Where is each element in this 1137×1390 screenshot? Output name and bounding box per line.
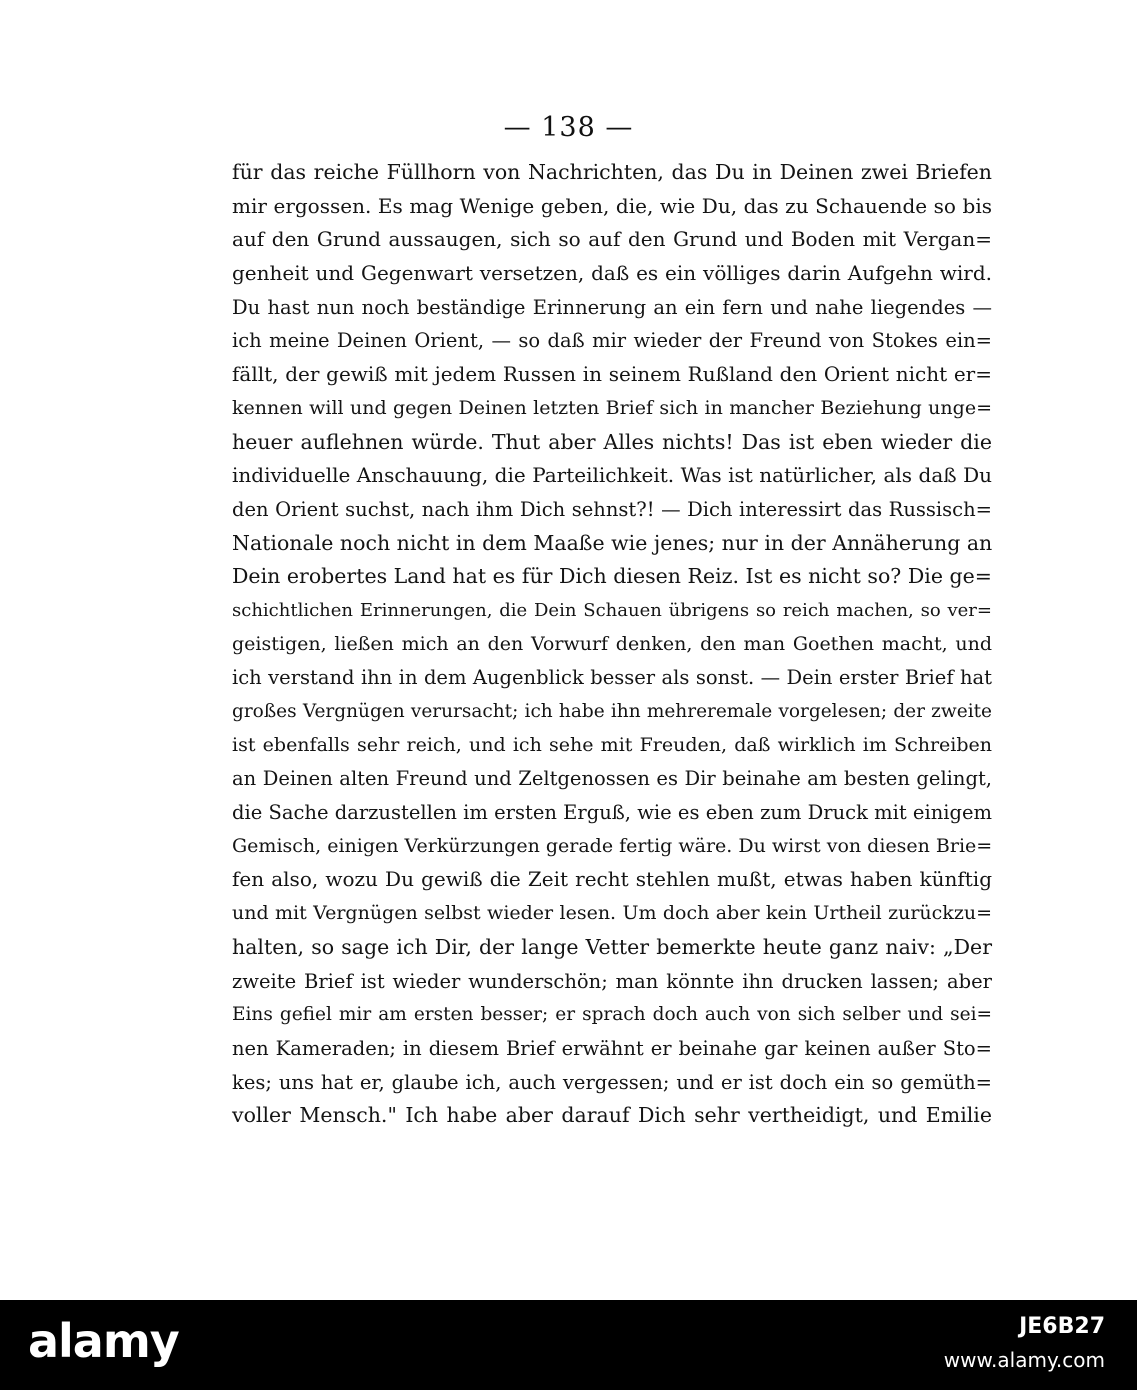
text-line: halten, so sage ich Dir, der lange Vetter bemerkte heute ganz naiv: „Der [232,934,992,959]
text-line: ich meine Deinen Orient, — so daß mir wieder der Freund von Stokes ein= [232,329,992,353]
brand-logo: alamy [28,1314,179,1368]
text-line: ist ebenfalls sehr reich, und ich sehe mit Freuden, daß wirklich im Schreiben [232,733,992,756]
text-line: geistigen, ließen mich an den Vorwurf denken, den man Goethen macht, und [232,632,992,655]
text-line: an Deinen alten Freund und Zeltgenossen es Dir beinahe am besten gelingt, [232,767,992,791]
text-line: individuelle Anschauung, die Parteilichkeit. Was ist natürlicher, als daß Du [232,463,992,488]
text-line: den Orient suchst, nach ihm Dich sehnst?! — Dich interessirt das Russisch= [232,497,992,521]
text-line: fällt, der gewiß mit jedem Russen in seinem Rußland den Orient nicht er= [232,362,992,387]
text-line: Nationale noch nicht in dem Maaße wie jenes; nur in der Annäherung an [232,530,993,555]
text-line: schichtlichen Erinnerungen, die Dein Schauen übrigens so reich machen, so ver= [232,599,992,621]
text-line: voller Mensch." Ich habe aber darauf Dich sehr vertheidigt, und Emilie [232,1103,992,1128]
text-line: ich verstand ihn in dem Augenblick besser als sonst. — Dein erster Brief hat [232,666,992,690]
text-line: Gemisch, einigen Verkürzungen gerade fertig wäre. Du wirst von diesen Brie= [232,834,993,857]
text-line: Eins gefiel mir am ersten besser; er sprach doch auch von sich selber und sei= [232,1004,992,1026]
text-line: Dein erobertes Land hat es für Dich diesen Reiz. Ist es nicht so? Die ge= [232,564,992,589]
text-line: genheit und Gegenwart versetzen, daß es ein völliges darin Aufgehn wird. [232,261,992,286]
text-line: Du hast nun noch beständige Erinnerung an ein fern und nahe liegendes — [232,295,992,319]
text-line: für das reiche Füllhorn von Nachrichten, das Du in Deinen zwei Briefen [232,160,992,184]
text-line: großes Vergnügen verursacht; ich habe ihn mehreremale vorgelesen; der zweite [232,701,992,722]
body-text [232,156,992,1133]
text-line: nen Kameraden; in diesem Brief erwähnt er beinahe gar keinen außer Sto= [232,1036,992,1060]
text-line: kes; uns hat er, glaube ich, auch vergessen; und er ist doch ein so gemüth= [232,1070,992,1094]
text-line: mir ergossen. Es mag Wenige geben, die, wie Du, das zu Schauende so bis [232,193,992,218]
text-line: zweite Brief ist wieder wunderschön; man könnte ihn drucken lassen; aber [232,969,992,993]
page-number: — 138 — [503,112,634,143]
watermark-footer [0,1300,1137,1390]
text-line: und mit Vergnügen selbst wieder lesen. Um doch aber kein Urtheil zurückzu= [232,902,992,925]
text-line: die Sache darzustellen im ersten Erguß, wie es eben zum Druck mit einigem [232,801,992,825]
text-line: heuer auflehnen würde. Thut aber Alles nichts! Das ist eben wieder die [232,429,992,454]
site-url: www.alamy.com [943,1348,1105,1372]
text-line: kennen will und gegen Deinen letzten Brief sich in mancher Beziehung unge= [232,396,992,419]
text-line: auf den Grund aussaugen, sich so auf den Grund und Boden mit Vergan= [232,227,992,252]
image-id: JE6B27 [1019,1314,1105,1339]
text-line: fen also, wozu Du gewiß die Zeit recht stehlen mußt, etwas haben künftig [232,867,992,892]
